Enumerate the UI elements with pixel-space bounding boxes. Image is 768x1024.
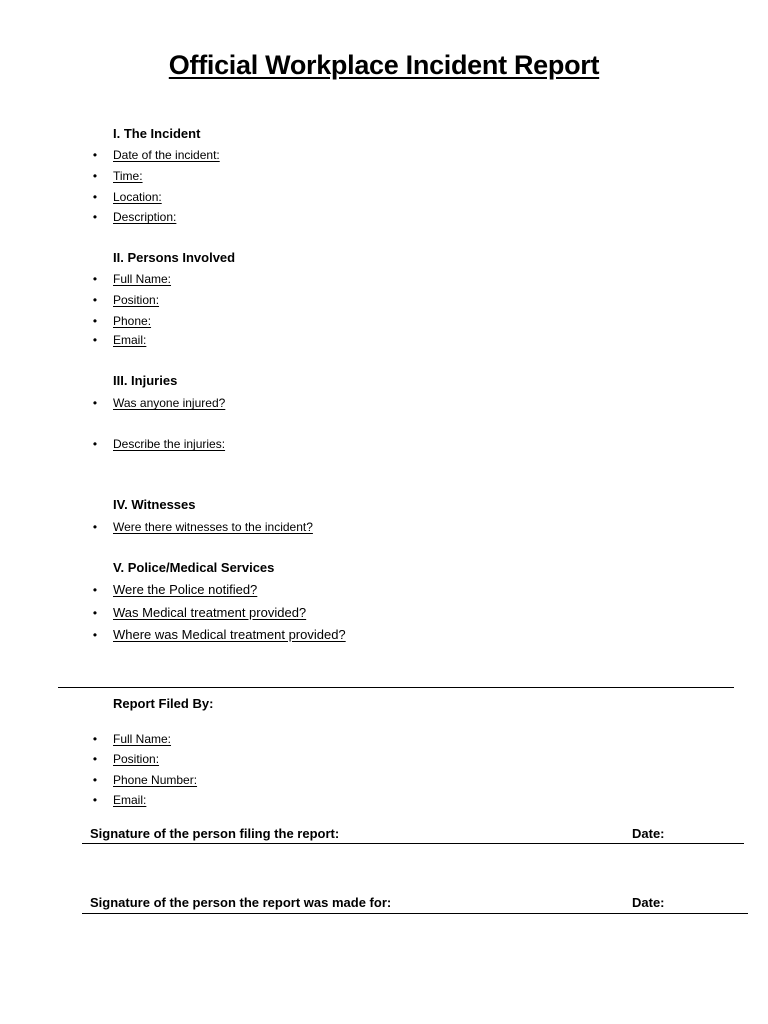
section-heading-persons: II. Persons Involved — [113, 250, 236, 265]
field-label-filer-full-name: Full Name: — [113, 732, 172, 746]
field-label-position: Position: — [113, 293, 160, 307]
bullet-icon: • — [92, 752, 98, 766]
date-label-filer: Date: — [632, 826, 665, 841]
section-heading-injuries: III. Injuries — [113, 373, 178, 388]
field-label-phone: Phone: — [113, 314, 152, 328]
field-label-treatment-location: Where was Medical treatment provided? — [113, 627, 346, 642]
signature-line-filer — [82, 843, 744, 844]
bullet-icon: • — [92, 169, 98, 183]
field-label-filer-position: Position: — [113, 752, 160, 766]
section-divider — [58, 687, 734, 688]
field-label-time: Time: — [113, 169, 143, 183]
bullet-icon: • — [92, 272, 98, 286]
signature-label-recipient: Signature of the person the report was made for: — [90, 895, 392, 910]
bullet-icon: • — [92, 210, 98, 224]
date-label-recipient: Date: — [632, 895, 665, 910]
bullet-icon: • — [92, 148, 98, 162]
field-label-witnesses: Were there witnesses to the incident? — [113, 520, 313, 534]
field-label-full-name: Full Name: — [113, 272, 172, 286]
bullet-icon: • — [92, 396, 98, 410]
bullet-icon: • — [92, 583, 98, 597]
bullet-icon: • — [92, 293, 98, 307]
field-label-medical-treatment: Was Medical treatment provided? — [113, 605, 307, 620]
bullet-icon: • — [92, 314, 98, 328]
field-label-describe-injuries: Describe the injuries: — [113, 437, 226, 451]
bullet-icon: • — [92, 628, 98, 642]
field-label-email: Email: — [113, 333, 147, 347]
field-label-anyone-injured: Was anyone injured? — [113, 396, 226, 410]
signature-label-filer: Signature of the person filing the report: — [90, 826, 340, 841]
field-label-filer-phone-number: Phone Number: — [113, 773, 198, 787]
field-label-location: Location: — [113, 190, 162, 204]
field-label-police-notified: Were the Police notified? — [113, 582, 258, 597]
signature-line-recipient — [82, 913, 748, 914]
document-title: Official Workplace Incident Report — [168, 50, 600, 80]
bullet-icon: • — [92, 732, 98, 746]
bullet-icon: • — [92, 606, 98, 620]
section-heading-filed-by: Report Filed By: — [113, 696, 214, 711]
field-label-description: Description: — [113, 210, 177, 224]
bullet-icon: • — [92, 190, 98, 204]
bullet-icon: • — [92, 793, 98, 807]
section-heading-services: V. Police/Medical Services — [113, 560, 275, 575]
section-heading-witnesses: IV. Witnesses — [113, 497, 196, 512]
bullet-icon: • — [92, 437, 98, 451]
field-label-date-of-incident: Date of the incident: — [113, 148, 220, 162]
bullet-icon: • — [92, 773, 98, 787]
section-heading-incident: I. The Incident — [113, 126, 201, 141]
bullet-icon: • — [92, 520, 98, 534]
bullet-icon: • — [92, 333, 98, 347]
field-label-filer-email: Email: — [113, 793, 147, 807]
